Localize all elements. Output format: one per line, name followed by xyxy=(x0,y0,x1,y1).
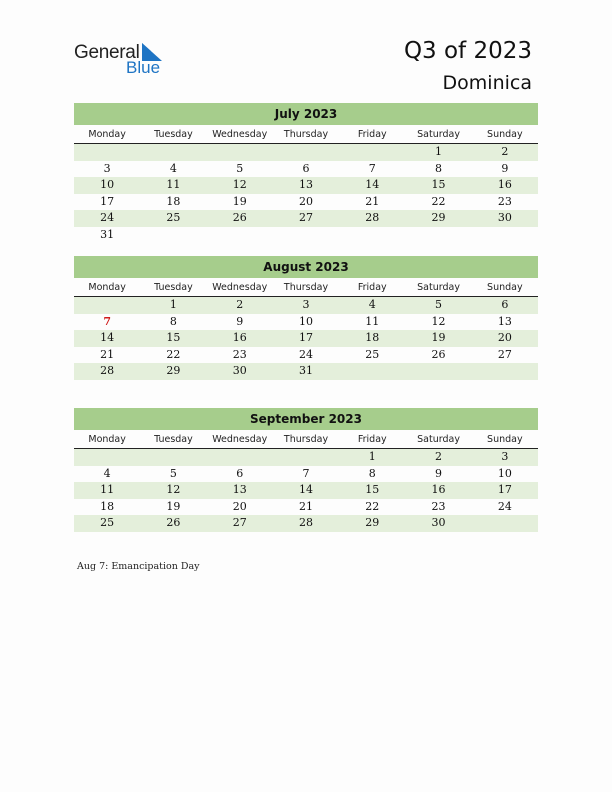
day-cell: 7 xyxy=(302,466,310,480)
day-cell: 21 xyxy=(100,347,115,361)
month-title: July 2023 xyxy=(74,103,538,125)
day-cell: 12 xyxy=(232,178,247,192)
week-row xyxy=(74,449,538,466)
week-row xyxy=(74,363,538,380)
empty-day-cell xyxy=(140,227,206,244)
week-row xyxy=(74,194,538,211)
week-row xyxy=(74,466,538,483)
day-cell: 30 xyxy=(232,364,247,378)
day-cell: 2 xyxy=(501,145,509,158)
day-cell: 4 xyxy=(368,298,376,311)
weekday-header: Tuesday xyxy=(154,434,193,445)
day-cell: 8 xyxy=(368,466,376,480)
month-calendar-july xyxy=(74,103,538,244)
day-cell: 12 xyxy=(166,483,181,497)
day-cell: 17 xyxy=(100,194,115,208)
day-cell: 18 xyxy=(166,194,181,208)
day-cell: 29 xyxy=(365,516,380,530)
day-cell: 24 xyxy=(298,347,313,361)
week-row xyxy=(74,161,538,178)
day-cell: 13 xyxy=(298,178,313,192)
day-cell: 29 xyxy=(166,364,181,378)
day-cell: 20 xyxy=(232,499,247,513)
empty-day-cell xyxy=(207,227,273,244)
day-cell: 10 xyxy=(298,314,313,328)
day-cell: 28 xyxy=(100,364,115,378)
empty-day-cell xyxy=(339,363,405,380)
day-cell: 9 xyxy=(501,161,509,175)
empty-day-cell xyxy=(74,144,140,161)
week-row xyxy=(74,347,538,364)
empty-day-cell xyxy=(339,227,405,244)
empty-day-cell xyxy=(273,227,339,244)
day-cell: 5 xyxy=(435,298,443,311)
empty-day-cell xyxy=(140,144,206,161)
day-cell: 1 xyxy=(435,145,443,158)
week-row xyxy=(74,330,538,347)
day-cell: 13 xyxy=(497,314,512,328)
week-row xyxy=(74,314,538,331)
day-cell: 23 xyxy=(497,194,512,208)
weekday-header: Friday xyxy=(357,282,387,293)
empty-day-cell xyxy=(140,449,206,466)
week-row xyxy=(74,482,538,499)
week-row xyxy=(74,227,538,244)
day-cell: 1 xyxy=(368,450,376,463)
day-cell: 21 xyxy=(365,194,380,208)
weekday-header: Sunday xyxy=(487,129,523,140)
week-row xyxy=(74,499,538,516)
day-cell: 23 xyxy=(431,499,446,513)
week-row xyxy=(74,297,538,314)
week-row xyxy=(74,210,538,227)
weekday-header: Friday xyxy=(357,434,387,445)
empty-day-cell xyxy=(405,227,471,244)
weekday-header-row xyxy=(74,126,538,144)
day-cell: 15 xyxy=(431,178,446,192)
weekday-header: Sunday xyxy=(487,282,523,293)
day-cell: 26 xyxy=(166,516,181,530)
day-cell: 28 xyxy=(365,211,380,225)
empty-day-cell xyxy=(74,297,140,314)
day-cell: 25 xyxy=(365,347,380,361)
weekday-header-row xyxy=(74,431,538,449)
day-cell: 9 xyxy=(435,466,443,480)
day-cell: 22 xyxy=(431,194,446,208)
day-cell: 20 xyxy=(497,331,512,345)
day-cell: 20 xyxy=(298,194,313,208)
day-cell: 10 xyxy=(100,178,115,192)
day-cell: 6 xyxy=(501,298,509,311)
day-cell: 31 xyxy=(100,227,115,241)
day-cell: 16 xyxy=(232,331,247,345)
week-row xyxy=(74,144,538,161)
day-cell: 11 xyxy=(166,178,181,192)
weekday-header: Sunday xyxy=(487,434,523,445)
day-cell: 4 xyxy=(169,161,177,175)
month-calendar-september xyxy=(74,408,538,532)
day-cell: 15 xyxy=(365,483,380,497)
weekday-header: Monday xyxy=(88,282,126,293)
month-title: September 2023 xyxy=(74,408,538,430)
day-cell: 19 xyxy=(232,194,247,208)
empty-day-cell xyxy=(472,515,538,532)
day-cell: 8 xyxy=(435,161,443,175)
logo-text-general: General xyxy=(74,42,140,63)
day-cell: 17 xyxy=(497,483,512,497)
day-cell: 27 xyxy=(497,347,512,361)
weekday-header: Monday xyxy=(88,434,126,445)
weekday-header: Thursday xyxy=(283,434,329,445)
week-row xyxy=(74,515,538,532)
weekday-header: Wednesday xyxy=(212,282,268,293)
day-cell: 11 xyxy=(100,483,115,497)
empty-day-cell xyxy=(273,449,339,466)
weekday-header: Saturday xyxy=(417,129,460,140)
day-cell: 22 xyxy=(166,347,181,361)
day-cell: 25 xyxy=(166,211,181,225)
day-cell: 6 xyxy=(302,161,310,175)
weekday-header: Monday xyxy=(88,129,126,140)
month-calendar-august xyxy=(74,256,538,380)
logo-text-blue: Blue xyxy=(126,58,161,77)
day-cell: 18 xyxy=(365,331,380,345)
day-cell: 12 xyxy=(431,314,446,328)
empty-day-cell xyxy=(74,449,140,466)
day-cell: 8 xyxy=(169,314,177,328)
day-cell: 28 xyxy=(298,516,313,530)
holiday-note: Aug 7: Emancipation Day xyxy=(77,561,200,572)
holiday-day-cell: 7 xyxy=(103,314,111,328)
weekday-header: Tuesday xyxy=(154,129,193,140)
day-cell: 3 xyxy=(302,298,310,311)
weekday-header: Saturday xyxy=(417,282,460,293)
day-cell: 17 xyxy=(298,331,313,345)
empty-day-cell xyxy=(273,144,339,161)
day-cell: 13 xyxy=(232,483,247,497)
empty-day-cell xyxy=(207,449,273,466)
day-cell: 27 xyxy=(298,211,313,225)
day-cell: 5 xyxy=(236,161,244,175)
day-cell: 29 xyxy=(431,211,446,225)
day-cell: 2 xyxy=(435,450,443,463)
day-cell: 21 xyxy=(298,499,313,513)
day-cell: 14 xyxy=(298,483,313,497)
weekday-header: Wednesday xyxy=(212,434,268,445)
weekday-header: Tuesday xyxy=(154,282,193,293)
day-cell: 4 xyxy=(103,466,111,480)
day-cell: 10 xyxy=(497,466,512,480)
day-cell: 26 xyxy=(431,347,446,361)
day-cell: 30 xyxy=(497,211,512,225)
day-cell: 5 xyxy=(169,466,177,480)
day-cell: 11 xyxy=(365,314,380,328)
day-cell: 16 xyxy=(497,178,512,192)
empty-day-cell xyxy=(472,227,538,244)
empty-day-cell xyxy=(207,144,273,161)
day-cell: 14 xyxy=(100,331,115,345)
weekday-header-row xyxy=(74,279,538,297)
day-cell: 3 xyxy=(103,161,111,175)
day-cell: 6 xyxy=(236,466,244,480)
day-cell: 15 xyxy=(166,331,181,345)
weekday-header: Wednesday xyxy=(212,129,268,140)
empty-day-cell xyxy=(339,144,405,161)
day-cell: 3 xyxy=(501,450,509,463)
weekday-header: Thursday xyxy=(283,129,329,140)
weekday-header: Thursday xyxy=(283,282,329,293)
country-name: Dominica xyxy=(442,72,532,94)
day-cell: 31 xyxy=(298,364,313,378)
month-title: August 2023 xyxy=(74,256,538,278)
empty-day-cell xyxy=(405,363,471,380)
day-cell: 19 xyxy=(166,499,181,513)
day-cell: 23 xyxy=(232,347,247,361)
day-cell: 24 xyxy=(497,499,512,513)
week-row xyxy=(74,177,538,194)
day-cell: 26 xyxy=(232,211,247,225)
day-cell: 22 xyxy=(365,499,380,513)
day-cell: 16 xyxy=(431,483,446,497)
day-cell: 2 xyxy=(236,298,244,311)
weekday-header: Saturday xyxy=(417,434,460,445)
day-cell: 7 xyxy=(368,161,376,175)
day-cell: 30 xyxy=(431,516,446,530)
day-cell: 18 xyxy=(100,499,115,513)
generalblue-logo xyxy=(74,42,174,78)
day-cell: 25 xyxy=(100,516,115,530)
day-cell: 24 xyxy=(100,211,115,225)
weekday-header: Friday xyxy=(357,129,387,140)
day-cell: 19 xyxy=(431,331,446,345)
day-cell: 14 xyxy=(365,178,380,192)
empty-day-cell xyxy=(472,363,538,380)
day-cell: 27 xyxy=(232,516,247,530)
page-title: Q3 of 2023 xyxy=(403,38,532,64)
day-cell: 1 xyxy=(169,298,177,311)
day-cell: 9 xyxy=(236,314,244,328)
